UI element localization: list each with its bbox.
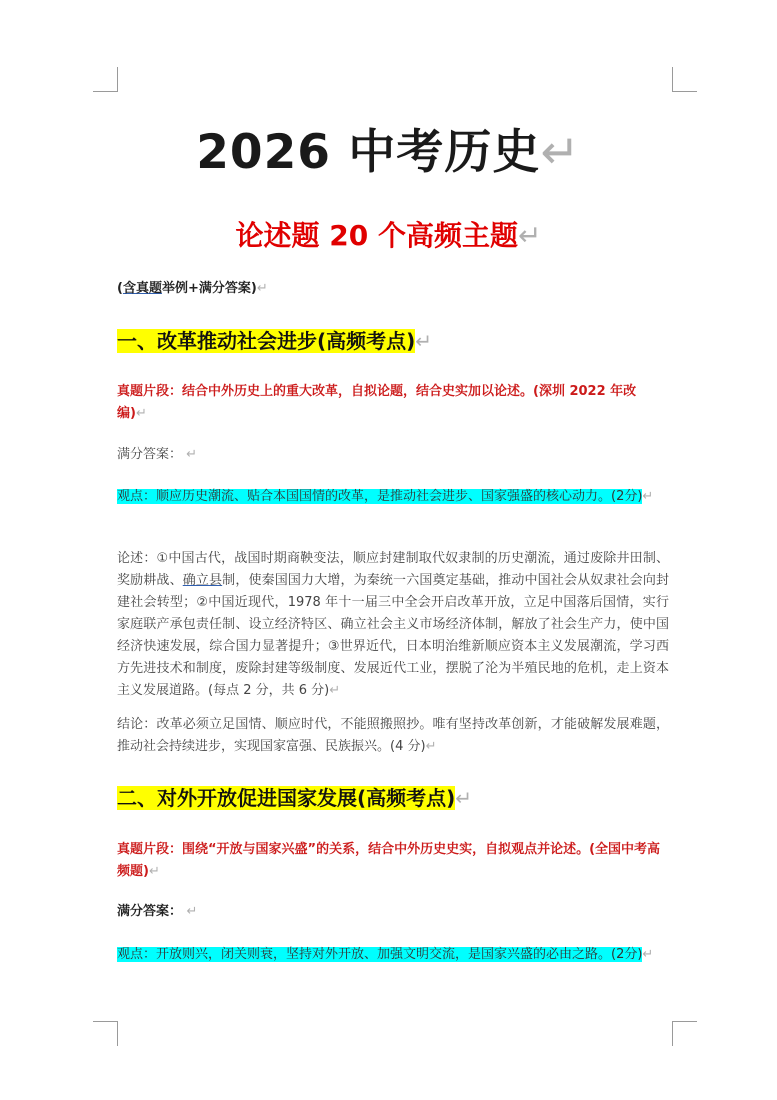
section-2-question-text: 真题片段：围绕“开放与国家兴盛”的关系，结合中外历史史实，自拟观点并论述。(全国中考高频题): [117, 842, 661, 879]
crop-mark-top-right: [672, 67, 697, 92]
paragraph-mark: ↵: [455, 786, 473, 810]
section-2-heading[interactable]: [117, 783, 472, 813]
section-1-argument-part-b: 制，使秦国国力大增，为秦统一六国奠定基础，推动中国社会从奴隶社会向封建社会转型；②中国近现代，1978 年十一届三中全会开启改革开放，立足中国落后国情，实行家庭联产承包责任制、设立经济特区、确立社会主义市场经济体制，解放了社会生产力，使中国经济快速发展，综合国力显著提升；③世界近代，日本明治维新顺应资本主义发展潮流，学习西方先进技术和制度，废除封建等级制度、发展近代工业，摆脱了沦为半殖民地的危机，走上资本主义发展道路。(每点 2 分，共 6 分): [117, 573, 669, 698]
paragraph-mark: ↵: [148, 864, 160, 879]
section-2-viewpoint-text: 观点：开放则兴，闭关则衰，坚持对外开放、加强文明交流，是国家兴盛的必由之路。(2分): [117, 947, 643, 962]
crop-mark-bottom-left: [93, 1021, 118, 1046]
paragraph-mark: ↵: [540, 125, 581, 180]
section-2-answer-label-text: 满分答案：: [117, 904, 183, 919]
paragraph-mark: ↵: [329, 683, 341, 698]
section-1-conclusion-text: 结论：改革必须立足国情、顺应时代，不能照搬照抄。唯有坚持改革创新，才能破解发展难题，推动社会持续进步，实现国家富强、民族振兴。(4 分): [117, 717, 669, 754]
paragraph-mark: ↵: [518, 219, 542, 252]
section-1-heading-text: 一、改革推动社会进步(高频考点): [117, 329, 416, 353]
section-2-viewpoint[interactable]: [117, 944, 665, 966]
note-open-paren: (: [117, 281, 123, 296]
crop-mark-bottom-right: [672, 1021, 697, 1046]
paragraph-mark: ↵: [642, 947, 654, 962]
document-title-text: 2026 中考历史: [196, 125, 541, 180]
section-1-answer-label[interactable]: [117, 445, 197, 465]
document-subtitle[interactable]: [0, 213, 777, 259]
section-1-viewpoint-text: 观点：顺应历史潮流、贴合本国国情的改革，是推动社会进步、国家强盛的核心动力。(2分): [117, 489, 643, 504]
document-subtitle-text: 论述题 20 个高频主题: [235, 219, 518, 252]
section-1-conclusion[interactable]: [117, 714, 669, 758]
section-1-argument-underlined: 确立县: [182, 573, 223, 588]
content-note[interactable]: [117, 279, 268, 299]
section-2-heading-text: 二、对外开放促进国家发展(高频考点): [117, 786, 456, 810]
paragraph-mark: ↵: [186, 904, 198, 919]
paragraph-mark: ↵: [256, 281, 268, 296]
section-1-argument[interactable]: [117, 548, 669, 702]
note-underlined-text: 含真题: [122, 281, 162, 296]
section-1-heading[interactable]: [117, 326, 432, 356]
paragraph-mark: ↵: [415, 329, 433, 353]
section-1-answer-label-text: 满分答案：: [117, 447, 183, 462]
paragraph-mark: ↵: [135, 406, 147, 421]
document-title[interactable]: [0, 118, 777, 188]
section-2-answer-label[interactable]: [117, 902, 197, 922]
section-2-question[interactable]: [117, 839, 665, 883]
crop-mark-top-left: [93, 67, 118, 92]
section-1-viewpoint[interactable]: [117, 486, 665, 508]
section-1-question-text: 真题片段：结合中外历史上的重大改革，自拟论题，结合史实加以论述。(深圳 2022 年改编): [117, 384, 637, 421]
paragraph-mark: ↵: [425, 739, 437, 754]
paragraph-mark: ↵: [186, 447, 198, 462]
paragraph-mark: ↵: [642, 489, 654, 504]
note-rest-text: 举例+满分答案): [161, 281, 257, 296]
section-1-argument-part-a: 论述：①中国古代，战国时期商鞅变法，顺应封建制取代奴隶制的历史潮流，通过废除井田制、奖励耕战、: [117, 551, 669, 588]
section-1-question[interactable]: [117, 381, 665, 425]
